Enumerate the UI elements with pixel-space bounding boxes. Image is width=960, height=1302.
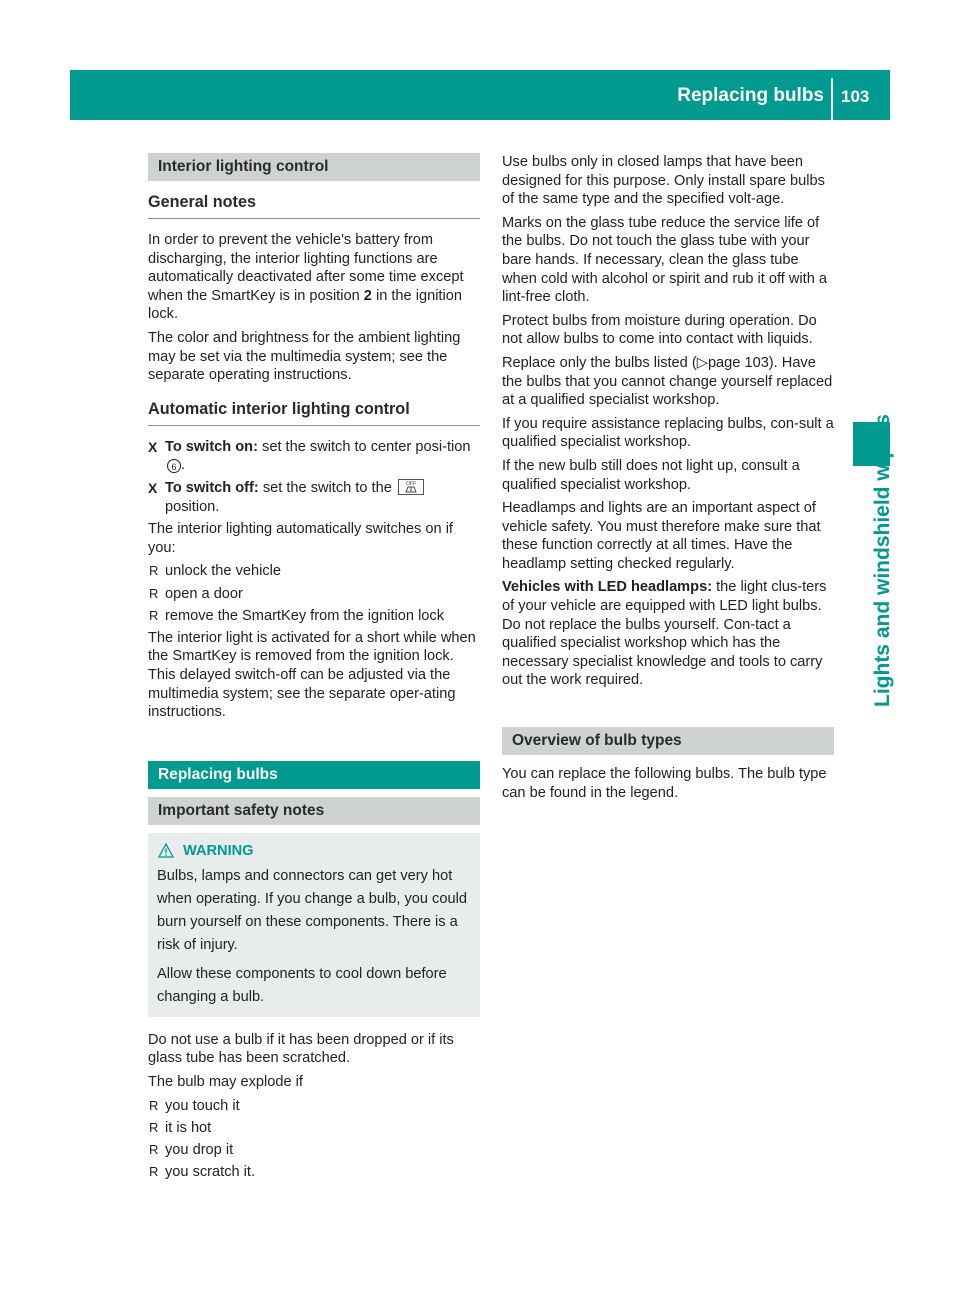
auto-paragraph-1: The interior lighting automatically switches on if you: (148, 521, 453, 556)
heading-general-notes: General notes (148, 192, 480, 219)
bullet-icon: R (149, 563, 159, 579)
off-icon-label: OFF (405, 480, 416, 487)
bulb-explode-intro: The bulb may explode if (148, 1074, 303, 1091)
list-item: R you touch it (149, 1097, 240, 1114)
right-paragraph-led: Vehicles with LED headlamps: the light clus-ters of your vehicle are equipped with LED light bulbs. Do not replace the bulbs yourself. Con-tact a qualified specialist workshop which has the necessary specialist knowledge and tools to carry out the work required. (502, 579, 827, 689)
page-reference-arrow-icon: ▷ (696, 354, 708, 371)
warning-box (148, 833, 480, 1017)
warning-label: WARNING (183, 842, 254, 859)
bullet-icon: R (149, 1142, 159, 1157)
warning-paragraph-2: Allow these components to cool down before changing a bulb. (157, 965, 447, 1005)
warning-triangle-icon (158, 843, 174, 858)
list-item: R you drop it (149, 1142, 234, 1158)
list-item: R unlock the vehicle (149, 563, 282, 580)
warning-header (157, 841, 472, 861)
page-number: 103 (841, 87, 870, 106)
right-paragraph-2: Marks on the glass tube reduce the service life of the bulbs. Do not touch the glass tube with your bare hands. If necessary, clean the glass tube when cold with alcohol or spirit and rub it off with a lint-free cloth. (502, 214, 828, 306)
overview-paragraph: You can replace the following bulbs. The bulb type can be found in the legend. (502, 766, 827, 801)
auto-paragraph-2: The interior light is activated for a short while when the SmartKey is removed from the ignition lock. This delayed switch-off can be adjusted via the multimedia system; see the separate oper-ating instructions. (148, 629, 476, 721)
list-item: R remove the SmartKey from the ignition lock (149, 607, 445, 624)
warning-paragraph-1: Bulbs, lamps and connectors can get very hot when operating. If you change a bulb, you could burn yourself on these components. There is a risk of injury. (157, 867, 467, 953)
heading-automatic-interior-lighting: Automatic interior lighting control (148, 399, 480, 426)
list-item: R open a door (149, 585, 243, 602)
list-item: R it is hot (149, 1119, 212, 1136)
section-heading-safety-notes: Important safety notes (148, 797, 480, 825)
step-arrow-icon: X (148, 479, 158, 496)
step-switch-off: X To switch off: set the switch to the OFF position. (148, 479, 480, 516)
right-paragraph-3: Protect bulbs from moisture during operation. Do not allow bulbs to come into contact with liquids. (502, 312, 817, 348)
left-column (148, 153, 480, 1185)
right-paragraph-1: Use bulbs only in closed lamps that have been designed for this purpose. Only install spare bulbs of the same type and the specified volt-age. (502, 154, 825, 208)
step-arrow-icon: X (148, 438, 158, 455)
chapter-side-label: Lights and windshield wipers (871, 414, 894, 707)
right-paragraph-4: Replace only the bulbs listed (▷page 103). Have the bulbs that you cannot change yourself replaced at a qualified specialist workshop. (502, 354, 833, 409)
bullet-icon: R (149, 607, 159, 623)
bullet-icon: R (149, 585, 159, 601)
bulb-damage-paragraph: Do not use a bulb if it has been dropped or if its glass tube has been scratched. (148, 1031, 454, 1067)
right-column (502, 153, 834, 807)
general-notes-paragraph-1: In order to prevent the vehicle's battery from discharging, the interior lighting functions are automatically deactivated after some time except when the SmartKey is in position 2 in the ignition lock. (148, 232, 464, 323)
step-switch-on: X To switch on: set the switch to center posi-tion 6 . (148, 438, 471, 474)
bullet-icon: R (149, 1097, 159, 1113)
page-title: Replacing bulbs (677, 85, 824, 106)
right-paragraph-7: Headlamps and lights are an important aspect of vehicle safety. You must therefore make sure that these function correctly at all times. Have the headlamp setting checked regularly. (502, 500, 821, 572)
bullet-icon: R (149, 1119, 159, 1135)
position-6-icon: 6 (167, 459, 181, 473)
list-item: R you scratch it. (149, 1164, 256, 1181)
section-heading-interior-lighting: Interior lighting control (148, 153, 480, 181)
section-heading-bulb-types: Overview of bulb types (502, 727, 834, 755)
bullet-icon: R (149, 1164, 159, 1180)
interior-light-off-icon (398, 479, 424, 495)
header-divider (831, 78, 833, 120)
right-paragraph-5: If you require assistance replacing bulbs, con-sult a qualified specialist workshop. (502, 415, 834, 451)
right-paragraph-6: If the new bulb still does not light up, consult a qualified specialist workshop. (502, 457, 800, 493)
general-notes-paragraph-2: The color and brightness for the ambient lighting may be set via the multimedia system; see the separate operating instructions. (148, 329, 461, 384)
section-heading-replacing-bulbs: Replacing bulbs (148, 761, 480, 789)
